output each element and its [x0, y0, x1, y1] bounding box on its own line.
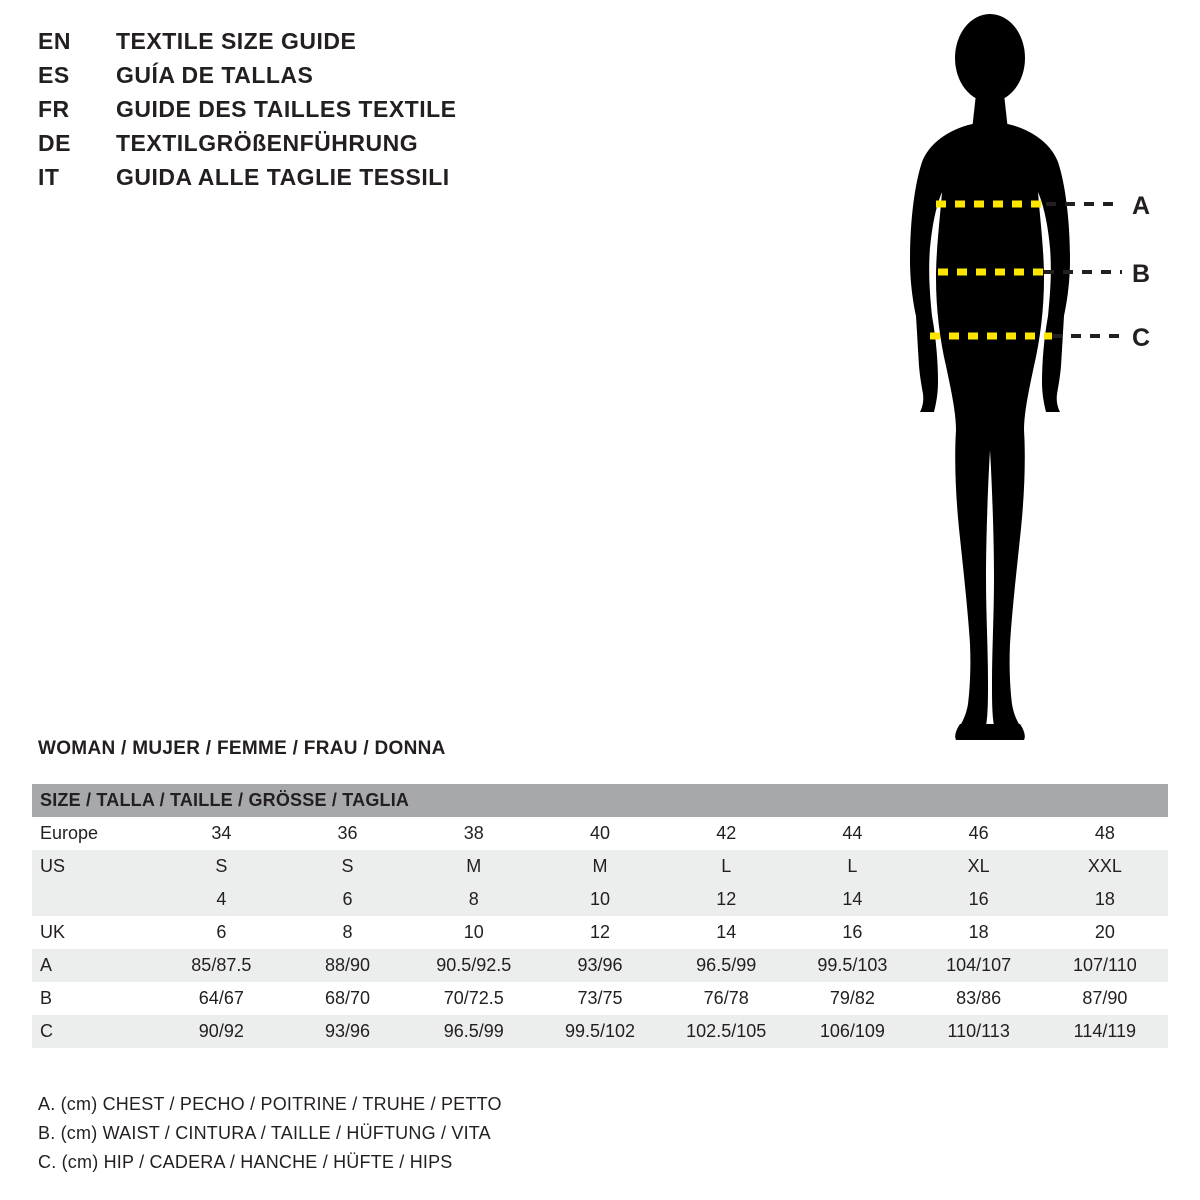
cell: 110/113 — [916, 1015, 1042, 1048]
row-label-c: C — [32, 1015, 158, 1048]
row-label-europe: Europe — [32, 817, 158, 850]
table-row — [32, 817, 1168, 850]
title-lang-es: ES — [38, 62, 70, 88]
title-lang-en: EN — [38, 28, 71, 54]
title-row — [38, 62, 658, 96]
cell: 96.5/99 — [411, 1015, 537, 1048]
cell: 88/90 — [284, 949, 410, 982]
body-measurement-figure — [860, 10, 1190, 750]
cell: 96.5/99 — [663, 949, 789, 982]
table-row — [32, 949, 1168, 982]
cell: 14 — [789, 883, 915, 916]
cell: 93/96 — [284, 1015, 410, 1048]
cell: 34 — [158, 817, 284, 850]
cell: 64/67 — [158, 982, 284, 1015]
female-silhouette-icon — [860, 10, 1190, 750]
title-row — [38, 130, 658, 164]
cell: 8 — [411, 883, 537, 916]
title-text-de: TEXTILGRÖßENFÜHRUNG — [116, 130, 419, 156]
cell: 90/92 — [158, 1015, 284, 1048]
cell: 104/107 — [916, 949, 1042, 982]
table-row — [32, 883, 1168, 916]
cell: 38 — [411, 817, 537, 850]
legend-line-b: B. (cm) WAIST / CINTURA / TAILLE / HÜFTUNG / VITA — [38, 1123, 491, 1143]
title-text-es: GUÍA DE TALLAS — [116, 62, 314, 88]
cell: M — [537, 850, 663, 883]
cell: 114/119 — [1042, 1015, 1168, 1048]
cell: XXL — [1042, 850, 1168, 883]
cell: XL — [916, 850, 1042, 883]
row-label-us-numeric — [32, 883, 158, 916]
title-row — [38, 96, 658, 130]
cell: 106/109 — [789, 1015, 915, 1048]
cell: 12 — [537, 916, 663, 949]
cell: 40 — [537, 817, 663, 850]
cell: S — [284, 850, 410, 883]
row-label-us: US — [32, 850, 158, 883]
cell: 18 — [1042, 883, 1168, 916]
cell: 79/82 — [789, 982, 915, 1015]
section-heading: WOMAN / MUJER / FEMME / FRAU / DONNA — [38, 738, 446, 759]
cell: 20 — [1042, 916, 1168, 949]
title-row — [38, 164, 658, 198]
cell: 76/78 — [663, 982, 789, 1015]
legend — [38, 1090, 738, 1177]
cell: 10 — [411, 916, 537, 949]
cell: 4 — [158, 883, 284, 916]
cell: 46 — [916, 817, 1042, 850]
measure-label-c: C — [1132, 324, 1151, 352]
size-table — [32, 784, 1168, 1048]
cell: S — [158, 850, 284, 883]
cell: 12 — [663, 883, 789, 916]
measure-label-a: A — [1132, 192, 1151, 220]
cell: 99.5/102 — [537, 1015, 663, 1048]
table-header-row — [32, 784, 1168, 817]
cell: 99.5/103 — [789, 949, 915, 982]
cell: 93/96 — [537, 949, 663, 982]
cell: 18 — [916, 916, 1042, 949]
table-row — [32, 850, 1168, 883]
row-label-uk: UK — [32, 916, 158, 949]
cell: L — [663, 850, 789, 883]
cell: 16 — [916, 883, 1042, 916]
table-row — [32, 916, 1168, 949]
legend-line-c: C. (cm) HIP / CADERA / HANCHE / HÜFTE / HIPS — [38, 1152, 453, 1172]
table-row — [32, 1015, 1168, 1048]
cell: 48 — [1042, 817, 1168, 850]
cell: 83/86 — [916, 982, 1042, 1015]
cell: 6 — [158, 916, 284, 949]
title-lang-de: DE — [38, 130, 71, 156]
cell: M — [411, 850, 537, 883]
row-label-b: B — [32, 982, 158, 1015]
row-label-a: A — [32, 949, 158, 982]
cell: 10 — [537, 883, 663, 916]
cell: 73/75 — [537, 982, 663, 1015]
cell: 42 — [663, 817, 789, 850]
title-text-en: TEXTILE SIZE GUIDE — [116, 28, 357, 54]
cell: 6 — [284, 883, 410, 916]
cell: 44 — [789, 817, 915, 850]
cell: 107/110 — [1042, 949, 1168, 982]
title-lang-fr: FR — [38, 96, 70, 122]
cell: 14 — [663, 916, 789, 949]
legend-line-a: A. (cm) CHEST / PECHO / POITRINE / TRUHE / PETTO — [38, 1094, 502, 1114]
cell: 70/72.5 — [411, 982, 537, 1015]
measure-label-b: B — [1132, 260, 1151, 288]
title-text-it: GUIDA ALLE TAGLIE TESSILI — [116, 164, 450, 190]
cell: 87/90 — [1042, 982, 1168, 1015]
cell: 85/87.5 — [158, 949, 284, 982]
cell: 8 — [284, 916, 410, 949]
title-text-fr: GUIDE DES TAILLES TEXTILE — [116, 96, 457, 122]
cell: 90.5/92.5 — [411, 949, 537, 982]
table-row — [32, 982, 1168, 1015]
cell: 36 — [284, 817, 410, 850]
table-header-label: SIZE / TALLA / TAILLE / GRÖSSE / TAGLIA — [32, 784, 1168, 817]
title-row — [38, 28, 658, 62]
cell: 16 — [789, 916, 915, 949]
cell: L — [789, 850, 915, 883]
title-lang-it: IT — [38, 164, 60, 190]
title-block — [38, 28, 658, 198]
cell: 68/70 — [284, 982, 410, 1015]
cell: 102.5/105 — [663, 1015, 789, 1048]
